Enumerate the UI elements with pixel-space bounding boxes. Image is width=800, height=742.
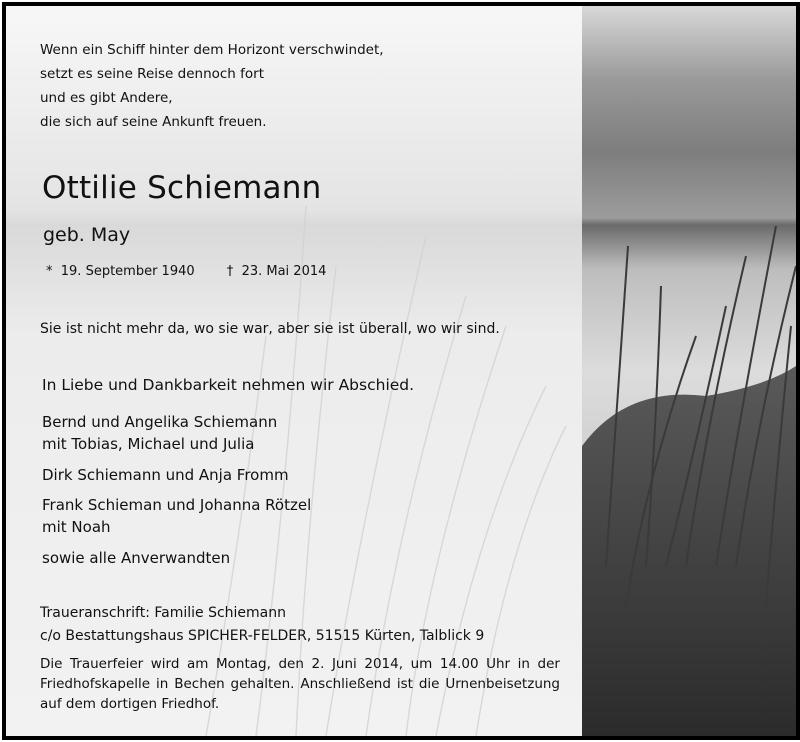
family-line: Frank Schieman und Johanna Rötzel	[42, 496, 312, 514]
family-line: Dirk Schiemann und Anja Fromm	[42, 466, 289, 484]
poem	[40, 38, 384, 134]
death-date: 23. Mai 2014	[241, 264, 327, 279]
life-dates	[46, 262, 326, 282]
address-line: c/o Bestattungshaus SPICHER-FELDER, 51515 Kürten, Talblick 9	[40, 628, 485, 644]
poem-line: die sich auf seine Ankunft freuen.	[40, 114, 267, 130]
poem-line: setzt es seine Reise dennoch fort	[40, 66, 265, 82]
deceased-name: Ottilie Schiemann	[42, 170, 322, 206]
address-line: Traueranschrift: Familie Schiemann	[40, 605, 287, 621]
family-line: mit Noah	[42, 518, 111, 536]
birth-date: 19. September 1940	[60, 264, 195, 279]
family-line: sowie alle Anverwandten	[42, 549, 231, 567]
poem-line: und es gibt Andere,	[40, 90, 173, 106]
obituary-frame	[2, 2, 800, 740]
farewell-text: In Liebe und Dankbarkeit nehmen wir Abschied.	[42, 376, 415, 394]
family-entry	[42, 411, 277, 455]
family-line: Bernd und Angelika Schiemann	[42, 413, 278, 431]
mourning-address	[40, 602, 484, 648]
ceremony-info: Die Trauerfeier wird am Montag, den 2. Juni 2014, um 14.00 Uhr in der Friedhofskapelle in Bechen gehalten. Anschließend ist die Urnenbeisetzung auf dem dortigen Friedhof.	[40, 656, 560, 712]
family-entry	[42, 494, 311, 538]
memorial-quote: Sie ist nicht mehr da, wo sie war, aber sie ist überall, wo wir sind.	[40, 321, 500, 337]
poem-line: Wenn ein Schiff hinter dem Horizont verschwindet,	[40, 42, 384, 58]
maiden-name: geb. May	[43, 224, 131, 246]
birth-symbol: *	[46, 264, 53, 279]
family-entry	[42, 464, 289, 486]
family-line: mit Tobias, Michael und Julia	[42, 435, 255, 453]
death-symbol: †	[226, 264, 234, 279]
family-entry	[42, 547, 230, 569]
